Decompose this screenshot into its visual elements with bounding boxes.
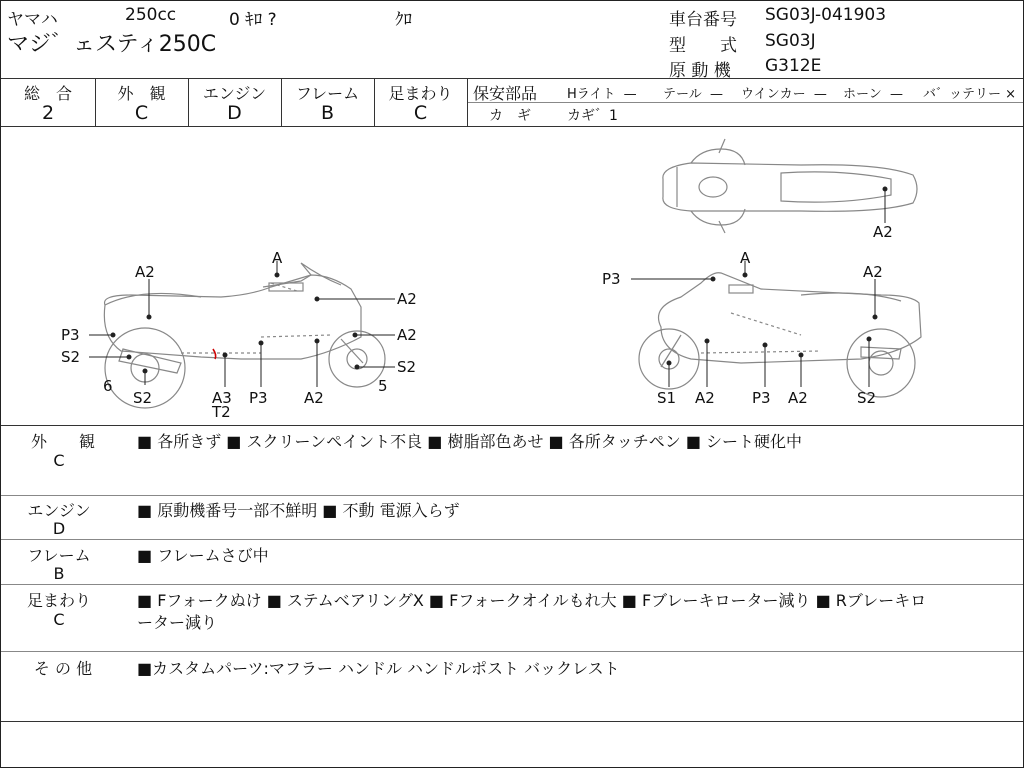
label-left-p3-bottom: P3 [249,389,268,407]
label-left-s2-rear: S2 [61,348,81,366]
section-text: ■ 原動機番号一部不鮮明 ■ 不動 電源入らず [137,501,460,520]
color: ｸﾛ [395,10,412,30]
grade-engine-value: D [227,102,242,124]
grade-overall-label: 総 合 [23,84,72,103]
maker: ヤマハ [7,10,58,30]
section-label: エンジン [27,501,91,520]
section-text: ■カスタムパーツ:マフラー ハンドル ハンドルポスト バックレスト [137,659,620,678]
label-right-a2-b2: A2 [788,389,808,407]
grade-frame-value: B [320,102,335,124]
label-left-s2-front: S2 [397,358,417,376]
section-grade: C [53,610,65,629]
type-label: 型 式 [669,36,737,56]
divider [1,495,1023,496]
label-left-a2-seat: A2 [135,263,155,281]
safety-winker: ウインカー — [741,87,827,102]
grade-exterior-label: 外 観 [117,84,166,103]
damage-diagram [1,127,1023,425]
safety-label: 保安部品 [473,84,538,103]
label-right-p3: P3 [602,270,621,288]
divider [467,102,1023,103]
section-label: 外 観 [30,432,95,451]
section-grade: D [52,519,66,538]
engine-value: G312E [765,56,822,76]
grade-suspension-label: 足まわり [388,84,453,103]
section-label: そ の 他 [33,659,93,678]
label-left-6: 6 [103,377,113,395]
left-view-scooter [104,263,385,408]
section-label: 足まわり [26,591,91,610]
section-text: ■ フレームさび中 [137,546,269,565]
label-right-a2-top: A2 [863,263,883,281]
grade-suspension-value: C [413,102,428,124]
label-left-t2: T2 [212,403,231,421]
label-right-s1: S1 [657,389,677,407]
grade-frame-label: フレーム [295,84,360,103]
grade-overall-value: 2 [41,102,55,124]
label-left-a2-front: A2 [397,326,417,344]
type-value: SG03J [765,31,816,51]
divider [1,651,1023,652]
section-text: ーター減り [137,613,218,632]
label-top-a2: A2 [873,223,893,241]
safety-headlight: Hライト — [567,87,637,102]
section-text: ■ 各所きず ■ スクリーンペイント不良 ■ 樹脂部色あせ ■ 各所タッチペン ■ シート硬化中 [137,432,803,451]
key-value: カギ゛1 [567,108,618,124]
grade-exterior-value: C [134,102,149,124]
frame-no-label: 車台番号 [669,10,737,30]
divider [1,539,1023,540]
engine-label: 原 動 機 [669,61,731,81]
label-left-a2-bottom: A2 [304,389,324,407]
label-right-a2-b1: A2 [695,389,715,407]
divider [467,78,468,126]
label-left-p3: P3 [61,326,80,344]
label-right-a: A [740,249,751,267]
label-left-s2-bottom: S2 [133,389,153,407]
mileage: 0 ｷﾛ ? [229,10,277,30]
section-grade: C [53,451,65,470]
label-right-p3-b: P3 [752,389,771,407]
section-label: フレーム [27,546,91,565]
safety-battery: バ゛ッテリー × [923,87,1017,102]
divider [1,425,1023,426]
divider [1,721,1023,722]
key-label: カ ギ [489,108,531,124]
top-view-scooter [663,139,917,233]
model-name: マジ゛ェスティ250C [7,32,217,57]
section-grade: B [53,564,65,583]
label-right-s2: S2 [857,389,877,407]
safety-tail: テール — [663,87,724,102]
label-left-a3: A3 [212,389,232,407]
divider [1,78,1023,79]
displacement: 250cc [125,5,177,25]
frame-no: SG03J-041903 [765,5,887,25]
right-view-scooter [639,273,921,397]
section-text: ■ Fフォークぬけ ■ ステムベアリングX ■ Fフォークオイルもれ大 ■ Fブレーキローター減り ■ Rブレーキロ [137,591,927,610]
safety-horn: ホーン — [843,87,904,102]
label-left-5: 5 [378,377,388,395]
label-left-a2-screen: A2 [397,290,417,308]
label-left-a: A [272,249,283,267]
divider [1,584,1023,585]
grade-engine-label: エンジン [202,84,267,103]
